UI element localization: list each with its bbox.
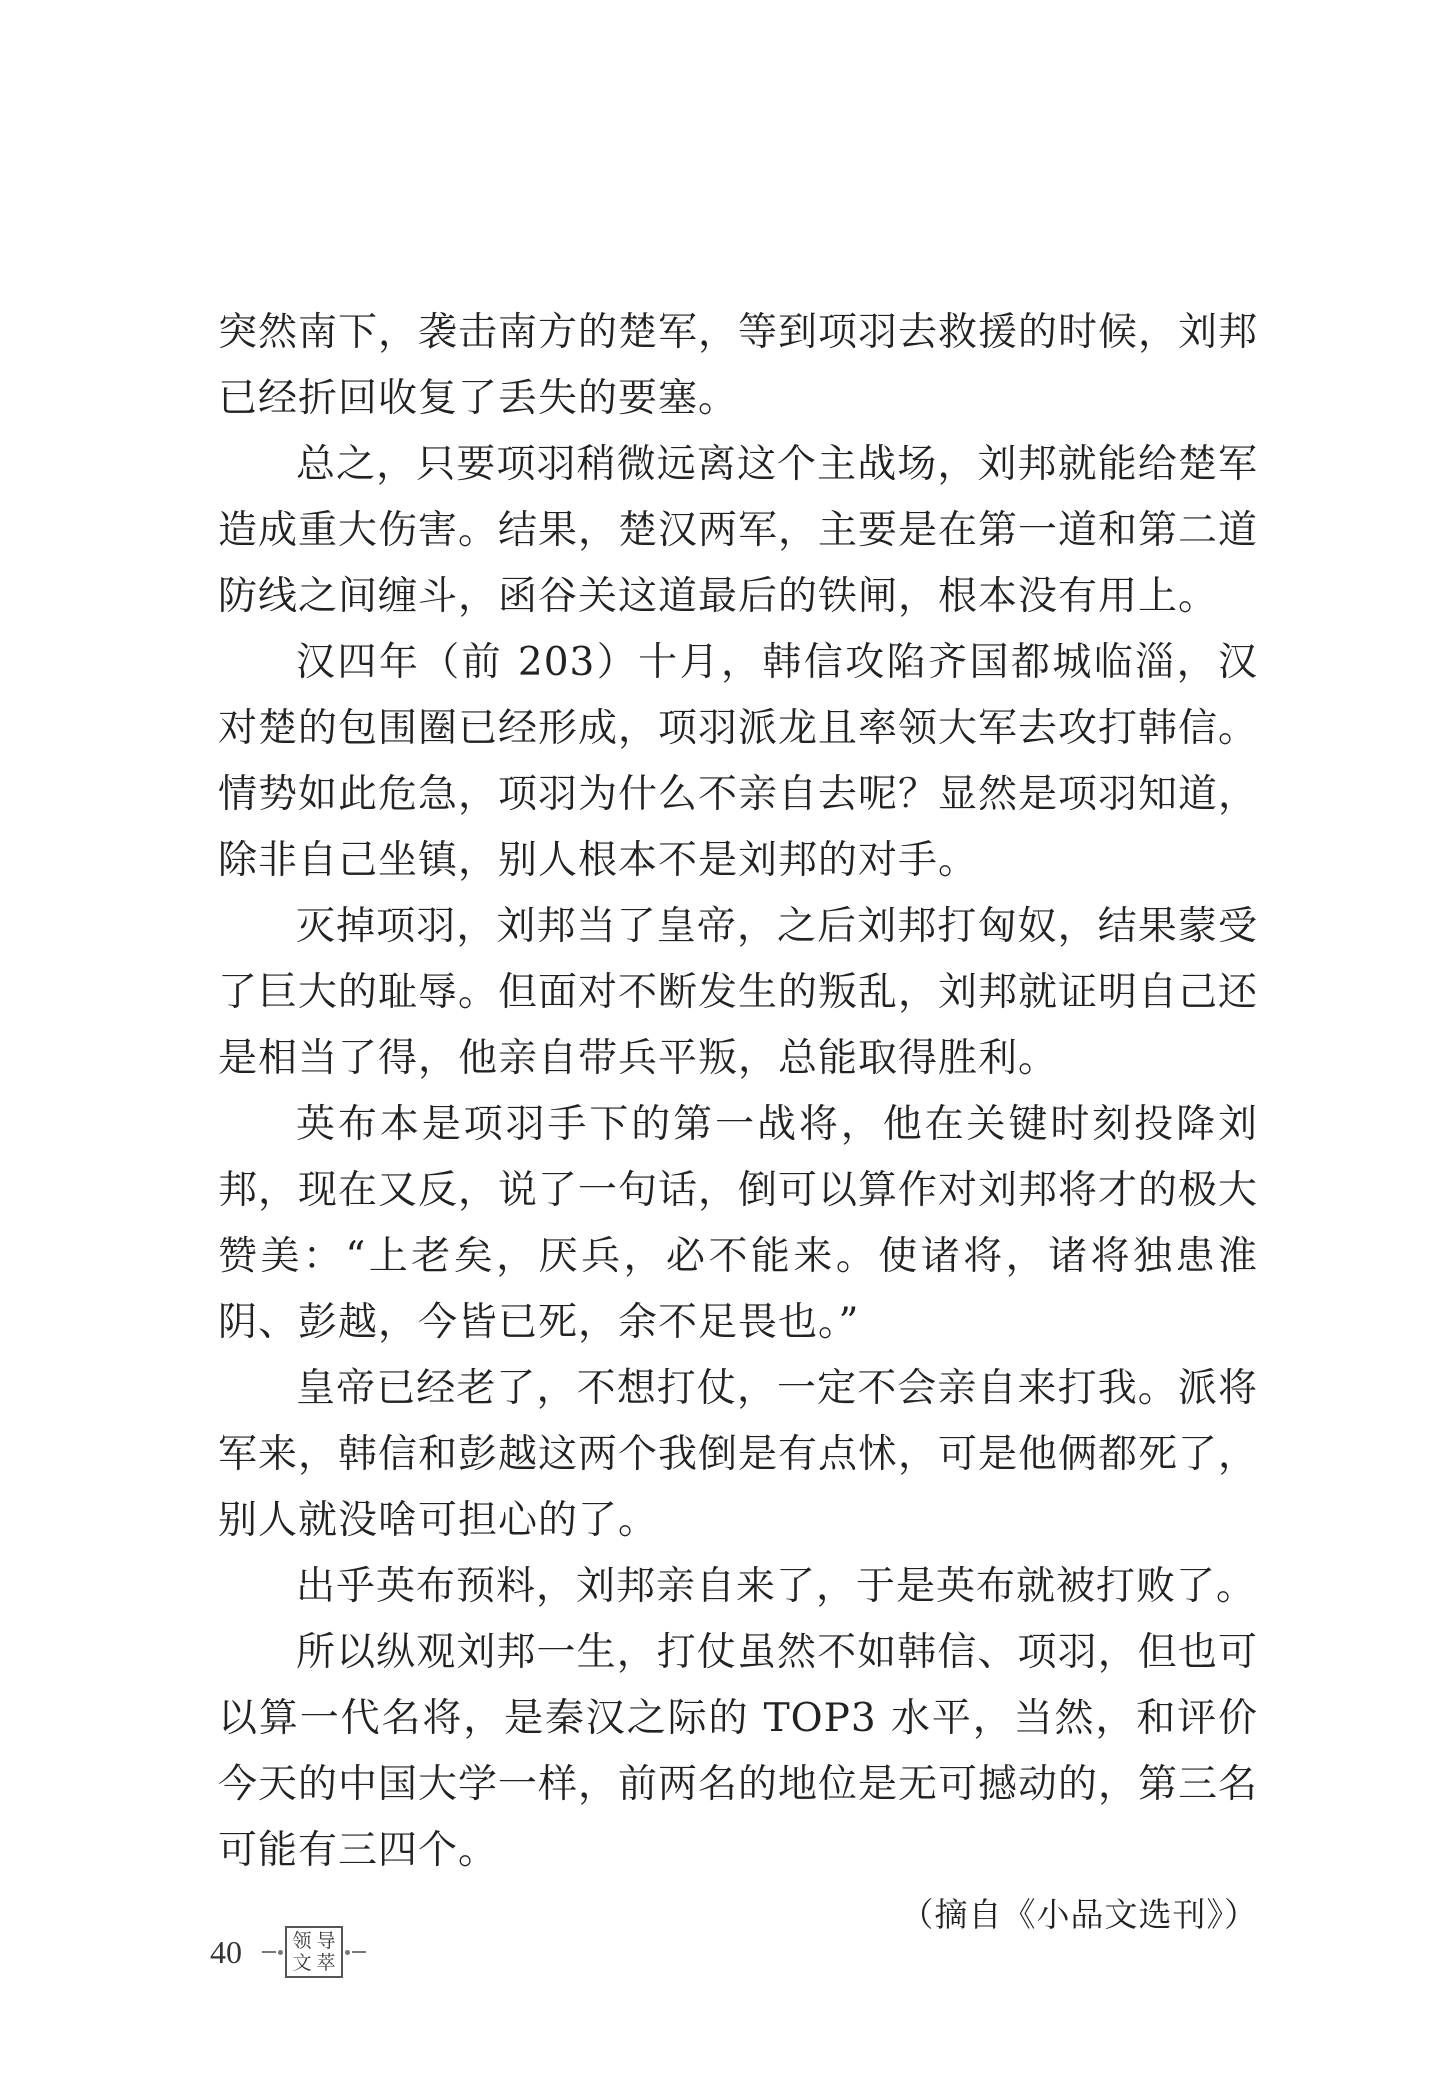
paragraph: 灭掉项羽，刘邦当了皇帝，之后刘邦打匈奴，结果蒙受了巨大的耻辱。但面对不断发生的叛乱，刘邦就证明自己还是相当了得，他亲自带兵平叛，总能取得胜利。 (218, 904, 1259, 1081)
paragraph: 英布本是项羽手下的第一战将，他在关键时刻投降刘邦，现在又反，说了一句话，倒可以算作对刘邦将才的极大赞美：“上老矣，厌兵，必不能来。使诸将，诸将独患淮阴、彭越，今皆已死，余不足畏也。” (218, 1102, 1259, 1345)
logo-right-rule (352, 1951, 366, 1953)
paragraph: 所以纵观刘邦一生，打仗虽然不如韩信、项羽，但也可以算一代名将，是秦汉之际的 TOP3 水平，当然，和评价今天的中国大学一样，前两名的地位是无可撼动的，第三名可能有三四个。 (218, 1630, 1259, 1873)
logo-char: 领 (292, 1930, 312, 1952)
source-citation: （摘自《小品文选刊》） (900, 1895, 1258, 1934)
paragraph: 汉四年（前 203）十月，韩信攻陷齐国都城临淄，汉对楚的包围圈已经形成，项羽派龙且率领大军去攻打韩信。情势如此危急，项羽为什么不亲自去呢？显然是项羽知道，除非自己坐镇，别人根本不是刘邦的对手。 (218, 640, 1259, 883)
logo-char: 萃 (316, 1952, 336, 1974)
page-number: 40 (210, 1933, 242, 1970)
magazine-logo (262, 1926, 366, 1978)
logo-right-dot (345, 1950, 350, 1955)
logo-char: 文 (292, 1952, 312, 1974)
logo-left-rule (262, 1951, 276, 1953)
paragraph: 出乎英布预料，刘邦亲自来了，于是英布就被打败了。 (296, 1564, 1257, 1609)
paragraph: 突然南下，袭击南方的楚军，等到项羽去救援的时候，刘邦已经折回收复了丢失的要塞。 (218, 310, 1259, 421)
page-footer (210, 1920, 366, 1984)
paragraph: 总之，只要项羽稍微远离这个主战场，刘邦就能给楚军造成重大伤害。结果，楚汉两军，主要是在第一道和第二道防线之间缠斗，函谷关这道最后的铁闸，根本没有用上。 (218, 442, 1259, 619)
logo-left-dot (278, 1950, 283, 1955)
paragraph: 皇帝已经老了，不想打仗，一定不会亲自来打我。派将军来，韩信和彭越这两个我倒是有点怵，可是他俩都死了，别人就没啥可担心的了。 (218, 1366, 1259, 1543)
logo-box (285, 1926, 343, 1978)
article-body (218, 300, 1258, 1940)
logo-char: 导 (316, 1930, 336, 1952)
